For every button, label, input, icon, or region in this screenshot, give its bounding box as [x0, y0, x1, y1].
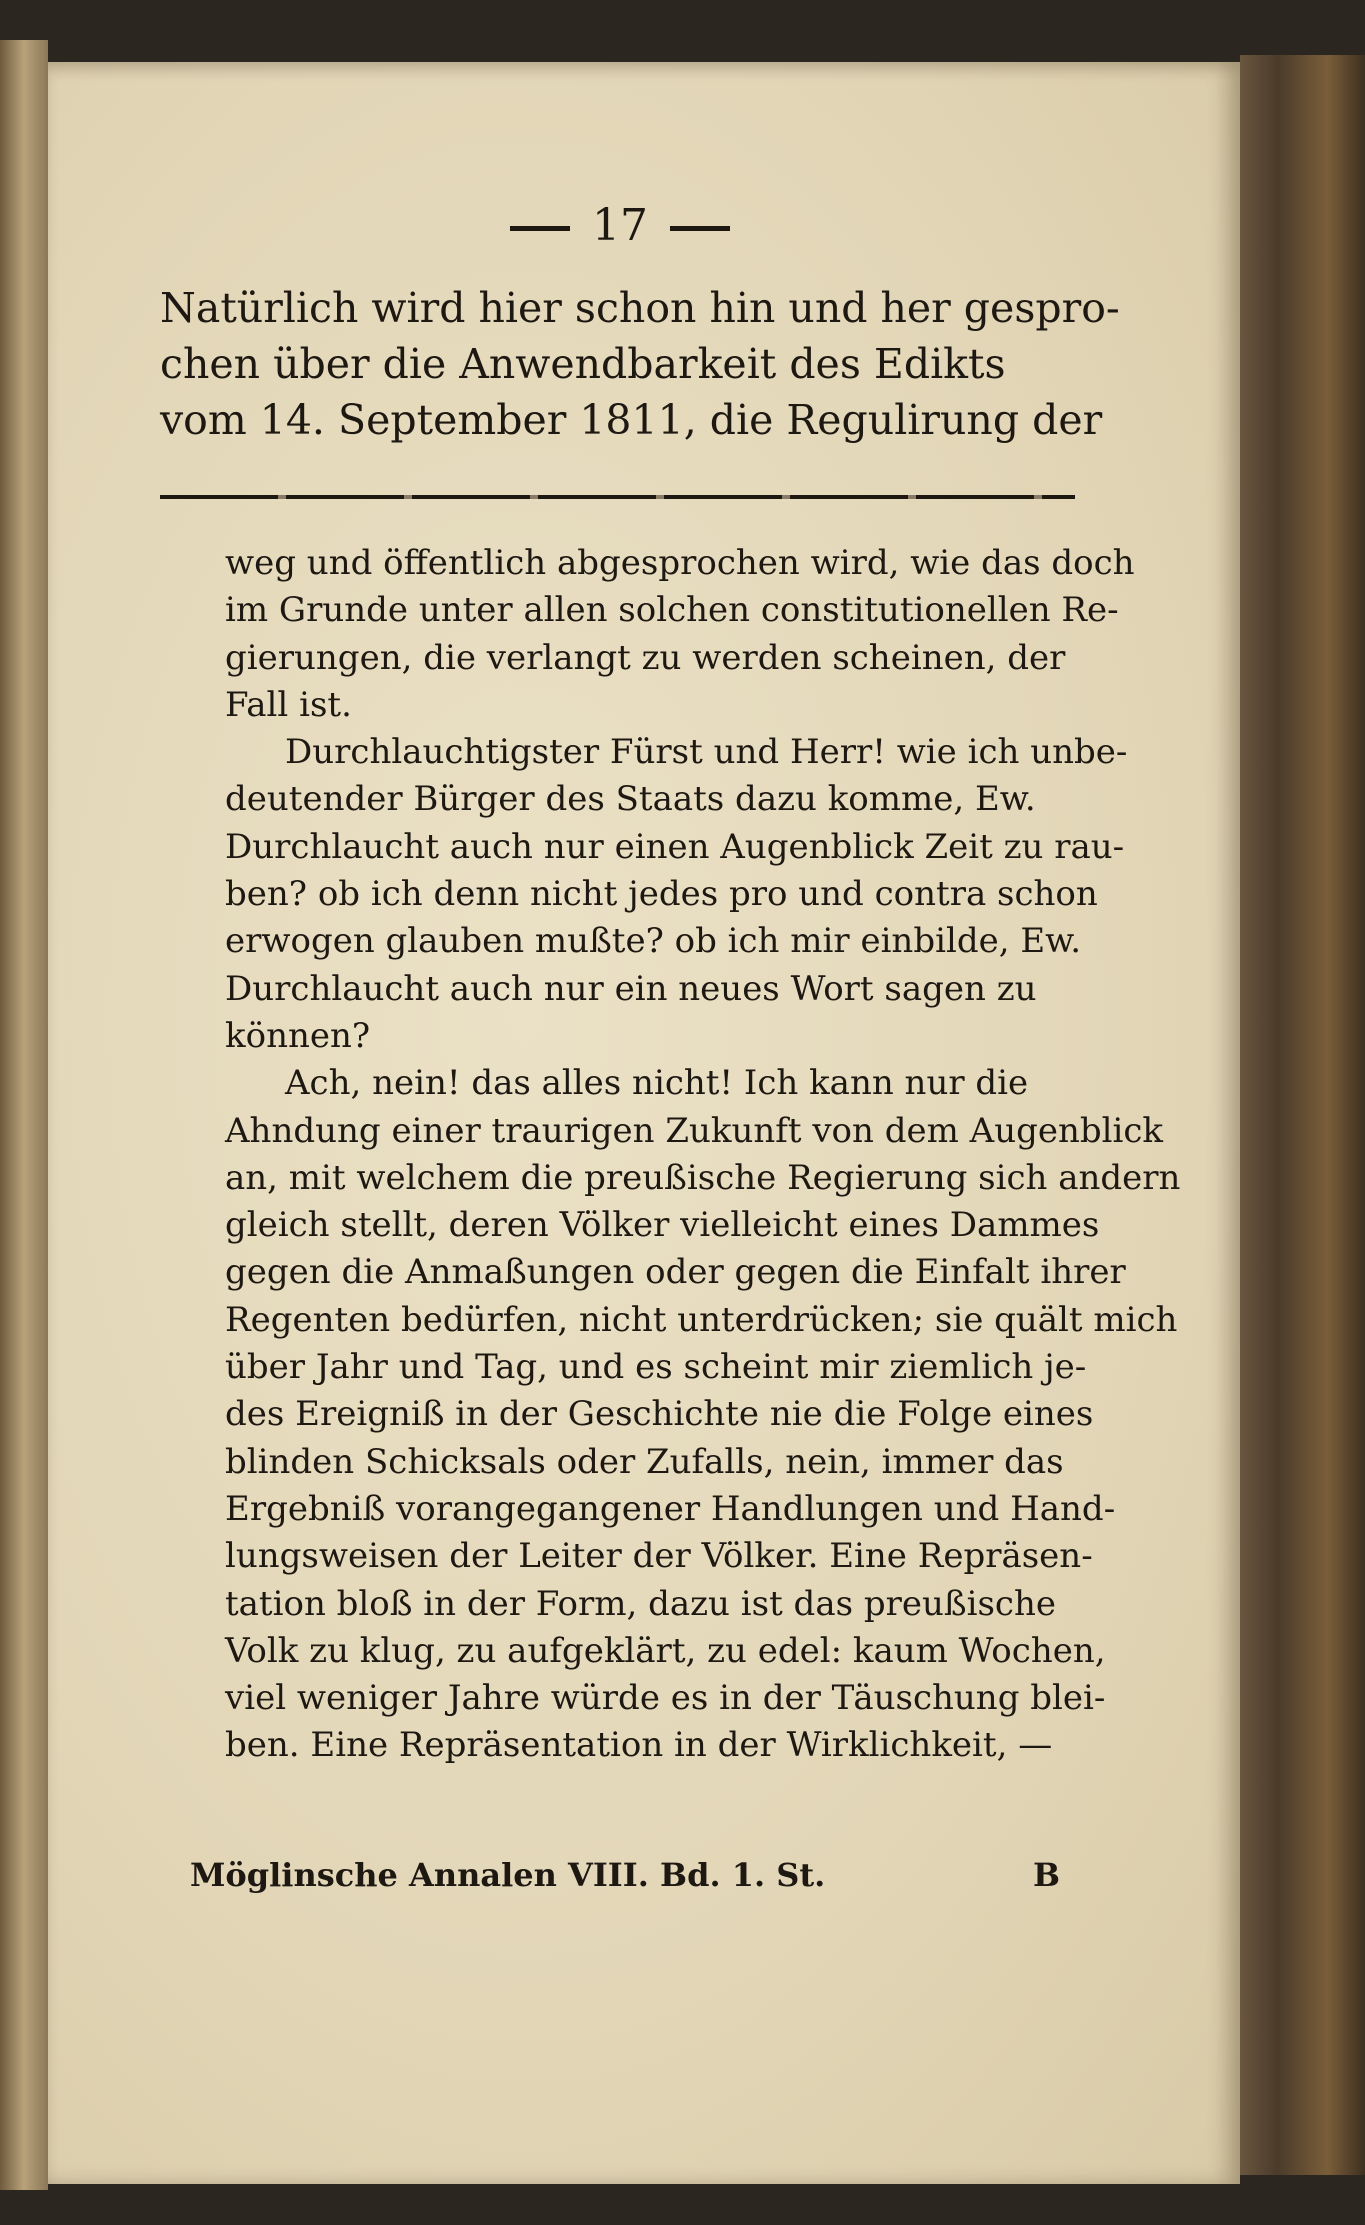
text-line: Ergebniß vorangegangener Handlungen und Hand-	[225, 1488, 1116, 1529]
text-line: Ach, nein! das alles nicht! Ich kann nur die	[285, 1063, 1029, 1104]
text-line: ben. Eine Repräsentation in der Wirklichkeit, —	[225, 1725, 1053, 1766]
text-line: Durchlaucht auch nur einen Augenblick Zeit zu rau-	[225, 826, 1125, 867]
upper-line: vom 14. September 1811, die Regulirung der	[160, 396, 1103, 444]
footnote-text-block	[225, 540, 1181, 1770]
text-line: können?	[225, 1015, 371, 1056]
text-line: blinden Schicksals oder Zufalls, nein, immer das	[225, 1441, 1064, 1482]
signature-line	[190, 1856, 1060, 1906]
upper-line: Natürlich wird hier schon hin und her gespro-	[160, 284, 1120, 332]
paragraph	[225, 1060, 1181, 1769]
text-line: Volk zu klug, zu aufgeklärt, zu edel: kaum Wochen,	[225, 1630, 1106, 1671]
text-line: Fall ist.	[225, 684, 352, 725]
paragraph	[225, 540, 1135, 729]
footnote-rule	[160, 495, 1075, 499]
text-line: weg und öffentlich abgesprochen wird, wie das doch	[225, 543, 1135, 583]
text-line: Durchlaucht auch nur ein neues Wort sagen zu	[225, 968, 1037, 1009]
text-line: deutender Bürger des Staats dazu komme, Ew.	[225, 779, 1036, 820]
text-line: über Jahr und Tag, und es scheint mir ziemlich je-	[225, 1347, 1087, 1388]
upper-line: chen über die Anwendbarkeit des Edikts	[160, 340, 1006, 388]
signature-mark: Möglinsche Annalen VIII. Bd. 1. St.	[190, 1856, 826, 1894]
text-line: lungsweisen der Leiter der Völker. Eine Repräsen-	[225, 1536, 1093, 1577]
upper-text-block	[160, 280, 1120, 448]
text-line: viel weniger Jahre würde es in der Täuschung blei-	[225, 1678, 1106, 1719]
text-line: Durchlauchtigster Fürst und Herr! wie ich unbe-	[285, 732, 1128, 773]
facing-page-edge	[0, 40, 48, 2190]
folio-dash-right	[670, 226, 730, 231]
signature-letter: B	[1032, 1856, 1060, 1894]
text-line: tation bloß in der Form, dazu ist das preußische	[225, 1583, 1056, 1624]
text-line: im Grunde unter allen solchen constitutionellen Re-	[225, 590, 1119, 631]
page-number	[470, 200, 770, 260]
text-line: ben? ob ich denn nicht jedes pro und contra schon	[225, 874, 1098, 915]
text-line: gegen die Anmaßungen oder gegen die Einfalt ihrer	[225, 1252, 1126, 1293]
text-line: des Ereigniß in der Geschichte nie die Folge eines	[225, 1394, 1094, 1435]
text-line: Ahndung einer traurigen Zukunft von dem Augenblick	[225, 1110, 1164, 1151]
text-line: erwogen glauben mußte? ob ich mir einbilde, Ew.	[225, 921, 1082, 962]
text-line: gierungen, die verlangt zu werden scheinen, der	[225, 637, 1066, 678]
text-line: Regenten bedürfen, nicht unterdrücken; sie quält mich	[225, 1299, 1178, 1340]
page-number-text: 17	[592, 200, 648, 251]
text-line: gleich stellt, deren Völker vielleicht eines Dammes	[225, 1205, 1100, 1246]
text-line: an, mit welchem die preußische Regierung sich andern	[225, 1157, 1181, 1198]
book-spine	[1240, 55, 1365, 2175]
paragraph	[225, 729, 1128, 1060]
folio-dash-left	[510, 226, 570, 231]
